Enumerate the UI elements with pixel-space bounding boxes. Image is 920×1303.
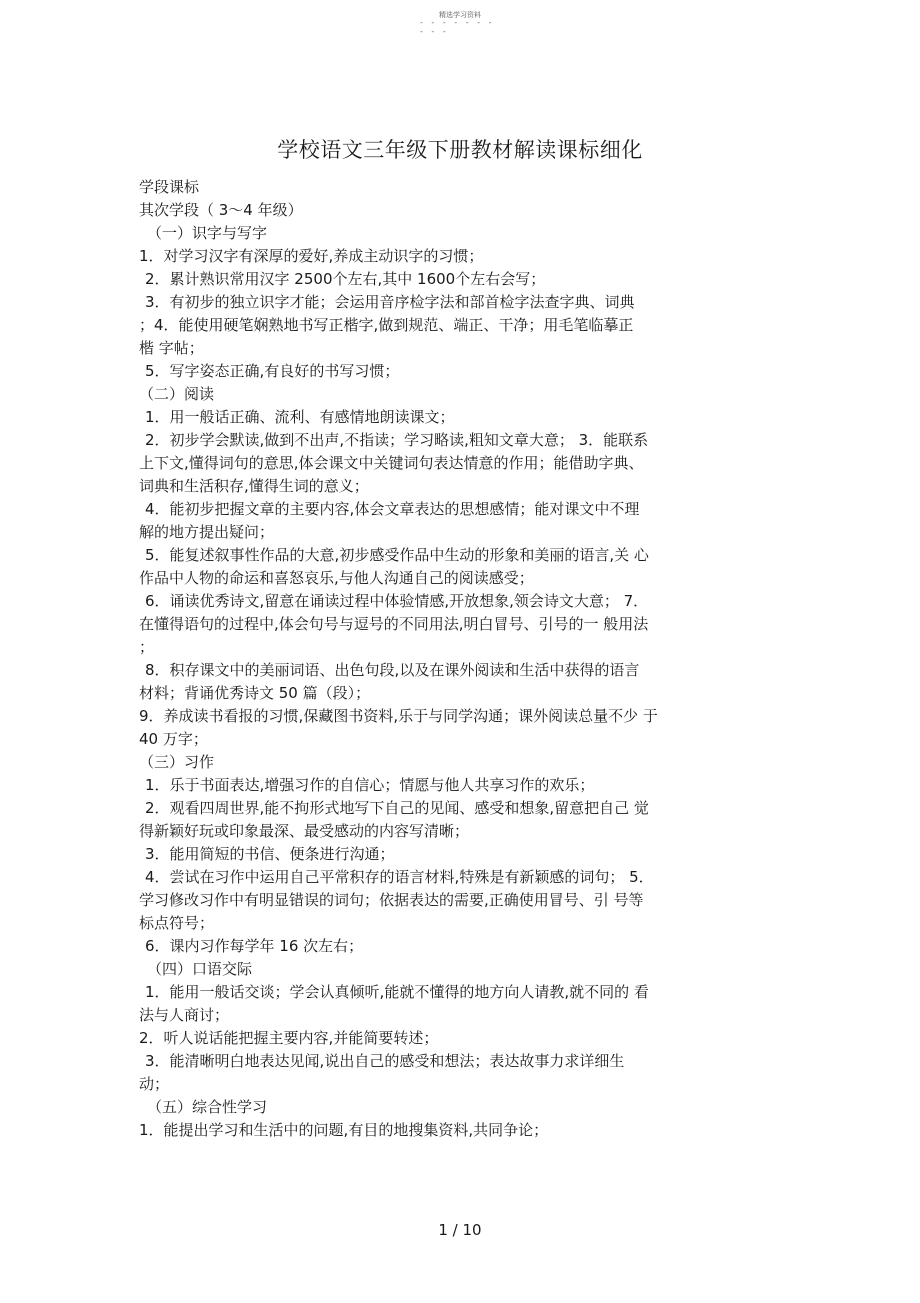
text-line: 5．能复述叙事性作品的大意,初步感受作品中生动的形象和美丽的语言,关 心 (145, 546, 649, 564)
text-line: 得新颖好玩或印象最深、最受感动的内容写清晰； (139, 822, 470, 840)
text-line: 作品中人物的命运和喜怒哀乐,与他人沟通自己的阅读感受； (139, 569, 534, 587)
text-line: 其次学段（ 3～4 年级） (139, 201, 303, 219)
text-line: 5．写字姿态正确,有良好的书写习惯； (145, 362, 400, 380)
text-line: 3．能用简短的书信、便条进行沟通； (145, 845, 395, 863)
text-line: 3．有初步的独立识字才能；会运用音序检字法和部首检字法查字典、词典 (145, 293, 635, 311)
text-line: 动； (139, 1075, 170, 1093)
text-line: 1．用一般话正确、流利、有感情地朗读课文； (145, 408, 455, 426)
text-line: 学段课标 (139, 178, 200, 196)
text-line: （四）口语交际 (147, 960, 253, 978)
text-line: （一）识字与写字 (147, 224, 268, 242)
header-note: 精选学习资料 (439, 11, 481, 19)
document-title: 学校语文三年级下册教材解读课标细化 (277, 138, 643, 162)
text-line: 2．观看四周世界,能不拘形式地写下自己的见闻、感受和想象,留意把自己 觉 (145, 799, 649, 817)
header-dashes: - - - - - - - - - - (420, 18, 495, 36)
text-line: 1．能提出学习和生活中的问题,有目的地搜集资料,共同争论； (139, 1121, 549, 1139)
page-number: 1 / 10 (438, 1221, 482, 1239)
text-line: 1．对学习汉字有深厚的爱好,养成主动识字的习惯； (139, 247, 484, 265)
text-line: （三）习作 (139, 753, 215, 771)
text-line: 2．初步学会默读,做到不出声,不指读；学习略读,粗知文章大意； 3．能联系 (145, 431, 649, 449)
text-line: 学习修改习作中有明显错误的词句；依据表达的需要,正确使用冒号、引 号等 (139, 891, 644, 909)
text-line: 标点符号； (139, 914, 215, 932)
text-line: 6．课内习作每学年 16 次左右； (145, 937, 364, 955)
text-line: 4．尝试在习作中运用自己平常积存的语言材料,特殊是有新颖感的词句； 5． (145, 868, 654, 886)
text-line: 4．能初步把握文章的主要内容,体会文章表达的思想感情；能对课文中不理 (145, 500, 640, 518)
text-line: ；4．能使用硬笔娴熟地书写正楷字,做到规范、端正、干净；用毛笔临摹正 (139, 316, 634, 334)
text-line: 2．累计熟识常用汉字 2500个左右,其中 1600个左右会写； (145, 270, 546, 288)
text-line: 2．听人说话能把握主要内容,并能简要转述； (139, 1029, 439, 1047)
text-line: 9．养成读书看报的习惯,保藏图书资料,乐于与同学沟通；课外阅读总量不少 于 (139, 707, 658, 725)
text-line: 楷 字帖； (139, 339, 204, 357)
text-line: 40 万字； (139, 730, 208, 748)
text-line: 解的地方提出疑问； (139, 523, 275, 541)
text-line: 材料；背诵优秀诗文 50 篇（段）； (139, 684, 371, 702)
document-body (139, 176, 729, 1142)
text-line: （五）综合性学习 (147, 1098, 268, 1116)
text-line: 3．能清晰明白地表达见闻,说出自己的感受和想法；表达故事力求详细生 (145, 1052, 625, 1070)
text-line: ； (139, 638, 155, 656)
text-line: 法与人商讨； (139, 1006, 230, 1024)
text-line: 8．积存课文中的美丽词语、出色句段,以及在课外阅读和生活中获得的语言 (145, 661, 640, 679)
text-line: 上下文,懂得词句的意思,体会课文中关键词句表达情意的作用；能借助字典、 (139, 454, 644, 472)
text-line: 6．诵读优秀诗文,留意在诵读过程中体验情感,开放想象,领会诗文大意； 7． (145, 592, 649, 610)
text-line: 1．能用一般话交谈；学会认真倾听,能就不懂得的地方向人请教,就不同的 看 (145, 983, 649, 1001)
text-line: 在懂得语句的过程中,体会句号与逗号的不同用法,明白冒号、引号的一 般用法 (139, 615, 649, 633)
text-line: （二）阅读 (139, 385, 215, 403)
text-line: 词典和生活积存,懂得生词的意义； (139, 477, 369, 495)
text-line: 1．乐于书面表达,增强习作的自信心；情愿与他人共享习作的欢乐； (145, 776, 595, 794)
